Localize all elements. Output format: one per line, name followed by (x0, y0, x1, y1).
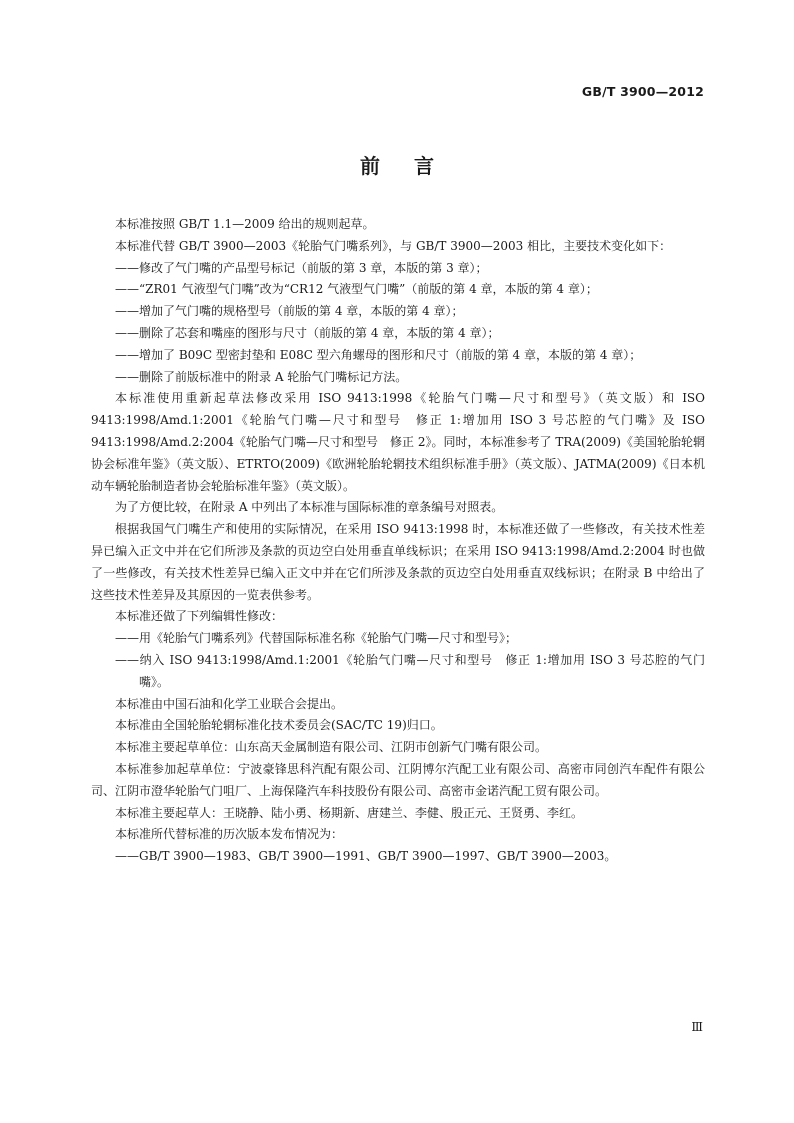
list-item: ——修改了气门嘴的产品型号标记（前版的第 3 章，本版的第 3 章）； (115, 260, 488, 275)
foreword-body (91, 214, 705, 868)
page-title: 前言 (360, 154, 468, 178)
paragraph: 本标准主要起草人：王晓静、陆小勇、杨期新、唐建兰、李健、殷正元、王贤勇、李红。 (115, 805, 584, 820)
list-item: ——增加了 B09C 型密封垫和 E08C 型六角螺母的图形和尺寸（前版的第 4 章，本版的第 4 章）； (115, 347, 642, 362)
paragraph: 本标准由中国石油和化学工业联合会提出。 (115, 696, 344, 711)
page-number: Ⅲ (691, 1020, 703, 1034)
paragraph: 本标准由全国轮胎轮辋标准化技术委员会(SAC/TC 19)归口。 (115, 718, 443, 733)
paragraph: 根据我国气门嘴生产和使用的实际情况，在采用 ISO 9413:1998 时，本标准还做了一些修改，有关技术性差异已编入正文中并在它们所涉及条款的页边空白处用垂直单线标识；在采用 ISO 9413:1998/Amd.2:2004 时也做了一些修改，有关技术性差异已编入正文中并在它们所涉及条款的页边空白处用垂直双线标识；在附录 B 中给出了这些技术性差异及其原因的一览表供参考。 (91, 522, 705, 602)
paragraph: 本标准主要起草单位：山东高天金属制造有限公司、江阴市创新气门嘴有限公司。 (115, 740, 548, 755)
paragraph: 本标准参加起草单位：宁波豪锋思科汽配有限公司、江阴博尔汽配工业有限公司、高密市同创汽车配件有限公司、江阴市澄华轮胎气门咀厂、上海保隆汽车科技股份有限公司、高密市金诺汽配工贸有限公司。 (91, 761, 705, 798)
paragraph: 本标准还做了下列编辑性修改： (115, 609, 284, 624)
paragraph: 为了方便比较，在附录 A 中列出了本标准与国际标准的章条编号对照表。 (115, 500, 504, 515)
paragraph: 本标准代替 GB/T 3900—2003《轮胎气门嘴系列》，与 GB/T 3900—2003 相比，主要技术变化如下： (115, 238, 672, 253)
standard-code: GB/T 3900—2012 (581, 84, 704, 99)
paragraph: 本标准使用重新起草法修改采用 ISO 9413:1998《轮胎气门嘴—尺寸和型号》（英文版）和 ISO 9413:1998/Amd.1:2001《轮胎气门嘴—尺寸和型号 修正 1:增加用 ISO 3 号芯腔的气门嘴》及 ISO 9413:1998/Amd.2:2004《轮胎气门嘴—尺寸和型号 修正 2》。同时，本标准参考了 TRA(2009)《美国轮胎轮辋协会标准年鉴》（英文版）、ETRTO(2009)《欧洲轮胎轮辋技术组织标准手册》（英文版）、JATMA(2009)《日本机动车辆轮胎制造者协会轮胎标准年鉴》（英文版）。 (91, 391, 705, 493)
list-item: ——删除了前版标准中的附录 A 轮胎气门嘴标记方法。 (115, 369, 408, 384)
list-item: ——“ZR01 气液型气门嘴”改为“CR12 气液型气门嘴”（前版的第 4 章，本版的第 4 章）； (115, 282, 598, 297)
list-item: ——增加了气门嘴的规格型号（前版的第 4 章，本版的第 4 章）； (115, 304, 464, 319)
list-item: ——GB/T 3900—1983、GB/T 3900—1991、GB/T 3900—1997、GB/T 3900—2003。 (115, 849, 617, 864)
list-item: ——纳入 ISO 9413:1998/Amd.1:2001《轮胎气门嘴—尺寸和型号 修正 1:增加用 ISO 3 号芯腔的气门嘴》。 (115, 652, 705, 689)
paragraph: 本标准按照 GB/T 1.1—2009 给出的规则起草。 (115, 217, 375, 231)
list-item: ——用《轮胎气门嘴系列》代替国际标准名称《轮胎气门嘴—尺寸和型号》； (115, 631, 518, 646)
paragraph: 本标准所代替标准的历次版本发布情况为： (115, 827, 344, 842)
list-item: ——删除了芯套和嘴座的图形与尺寸（前版的第 4 章，本版的第 4 章）； (115, 325, 500, 340)
